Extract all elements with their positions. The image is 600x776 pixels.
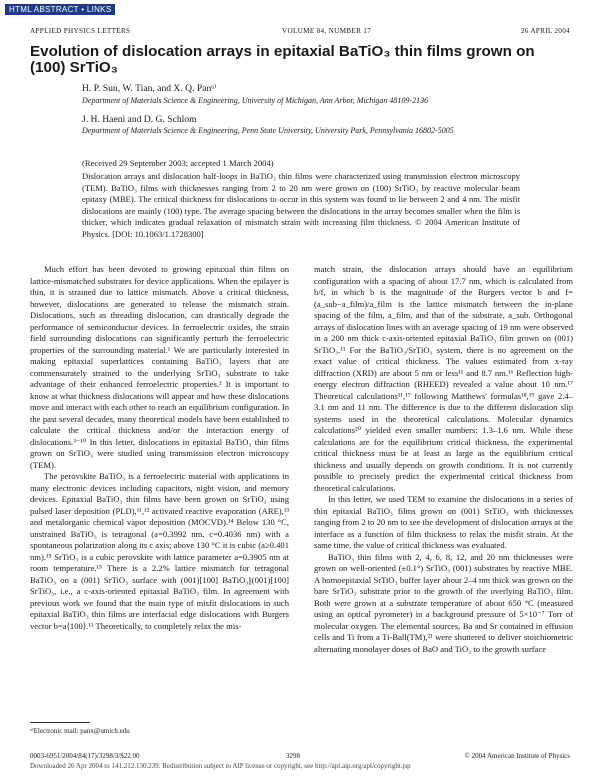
paragraph: The perovskite BaTiO₃ is a ferroelectric material with applications in many electronic devices including capacitors, night vision, and memory devices. Epitaxial BaTiO₃ thin films have been grown on SrTiO₃ using pulsed laser deposition (PLD),¹¹,¹² activated reactive evaporation (ARE),¹³ and metalorganic chemical vapor deposition (MOCVD).¹⁴ Below 130 °C, unstrained BaTiO₃ is tetragonal (a=0.3992 nm, c=0.4036 nm) with a spontaneous polarization along its c axis; above 130 °C it is cubic (a≥0.401 nm).¹⁵ SrTiO₃ is a cubic perovskite with lattice parameter a=0.3905 nm at room temperature.¹⁵ There is a 2.2% lattice mismatch for tetragonal BaTiO₃ on a (001) SrTiO₃ surface with (001)[100] BaTiO₃||(001)[100] SrTiO₃, i.e., a c-axis-oriented epitaxial BaTiO₃ film. In agreement with previous work we found that the main type of misfit dislocations in such epitaxial BaTiO₃ thin films are interfacial edge dislocations with Burgers vector b=a⟨100⟩.¹¹ Theoretically, to completely relax the mis- (30, 471, 289, 631)
download-notice: Downloaded 26 Apr 2004 to 141.212.130.239. Redistribution subject to AIP license or copyright, see http://apl.aip.org/apl/copyright.jsp (30, 762, 411, 770)
body-column-left (30, 264, 289, 724)
journal-name: APPLIED PHYSICS LETTERS (30, 27, 131, 35)
running-header (30, 27, 570, 37)
authors-group-2: J. H. Haeni and D. G. Schlom (82, 114, 197, 125)
page-footer (30, 752, 570, 761)
paragraph: In this letter, we used TEM to examine the dislocations in a series of thin epitaxial BaTiO₃ films grown on (001) SrTiO₃ with thicknesses ranging from 2 to 20 nm to see the development of dislocation arrays at the interface as a function of film thickness to relax the misfit strain. At the same time, the value of critical thickness was evaluated. (314, 494, 573, 550)
footnote-email: ᵃ⁾Electronic mail: panx@umich.edu (30, 727, 130, 735)
copyright: © 2004 American Institute of Physics (464, 752, 570, 760)
authors-group-1: H. P. Sun, W. Tian, and X. Q. Panᵃ⁾ (82, 83, 217, 94)
abstract: Dislocation arrays and dislocation half-loops in BaTiO₃ thin films were characterized using transmission electron microscopy (TEM). BaTiO₃ films with thicknesses ranging from 2 to 20 nm were grown on (100) SrTiO₃ by reactive molecular beam epitaxy (MBE). The critical thickness for dislocations to occur in this system was found to lie between 2 and 4 nm. The misfit dislocations are mainly (100) type. The average spacing between the dislocations in the array becomes smaller when the film is thicker, which indicates gradual relaxation of mismatch strain with increasing film thickness. © 2004 American Institute of Physics. [DOI: 10.1063/1.1728300] (82, 171, 520, 239)
affiliation-2: Department of Materials Science & Engineering, Penn State University, University Park, Pennsylvania 16802-5005 (82, 126, 454, 135)
page-number: 3298 (286, 752, 300, 760)
footnote-rule (30, 722, 90, 723)
body-column-right (314, 264, 573, 724)
affiliation-1: Department of Materials Science & Engineering, University of Michigan, Ann Arbor, Michigan 48109-2136 (82, 96, 429, 105)
doi-code: 0003-6951/2004/84(17)/3298/3/$22.00 (30, 752, 140, 760)
received-dates: (Received 29 September 2003; accepted 1 March 2004) (82, 158, 274, 168)
html-abstract-links-bar[interactable]: HTML ABSTRACT • LINKS (5, 4, 115, 15)
paragraph: Much effort has been devoted to growing epitaxial thin films on lattice-mismatched substrates for device applications. When the epilayer is thin, it is strained due to lattice mismatch. Above a critical thickness, however, dislocations are generated to release the mismatch strain. Dislocations, such as threading dislocation, can drastically degrade the performance of semiconductor devices. In ferroelectric oxides, the strain field surrounding dislocations can significantly perturb the ferroelectric properties of the surrounding material.¹ We are particularly interested in making epitaxial superlattices containing BaTiO₃ layers that are commensurately strained to the underlying SrTiO₃ substrate to take advantage of their enhanced ferroelectric properties.² It is important to know at what thickness dislocations will appear and how these dislocations move and interact with each other to reach an equilibrium configuration. In the past several decades, many theoretical models have been established to calculate the critical thickness and/or the interaction energy of dislocations.³⁻¹⁰ In this letter, dislocations in epitaxial BaTiO₃ thin films grown on SrTiO₃ were studied using transmission electron microscopy (TEM). (30, 264, 289, 470)
paper-title: Evolution of dislocation arrays in epitaxial BaTiO₃ thin films grown on (100) SrTiO₃ (30, 43, 535, 76)
paragraph: BaTiO₃ thin films with 2, 4, 6, 8, 12, and 20 nm thicknesses were grown on well-oriented (±0.1°) SrTiO₃ (001) substrates by reactive MBE. A homoepitaxial SrTiO₃ buffer layer about 2–4 nm thick was grown on the bare SrTiO₃ substrate prior to the growth of the overlying BaTiO₃ film. Both were grown at a substrate temperature of about 650 °C (measured using an optical pyrometer) in a background pressure of 5×10⁻⁷ Torr of molecular oxygen. The elemental sources, Ba and Sr contained in effusion cells and Ti from a Ti-Ball(TM),²¹ were shuttered to deliver stoichiometric alternating monolayer doses of BaO and TiO₂ to the growth surface (314, 551, 573, 654)
issue-date: 26 APRIL 2004 (520, 27, 570, 35)
paragraph: match strain, the dislocation arrays should have an equilibrium configuration with a spacing of about 17.7 nm, which is calculated from b/f, in which b is the magnitude of the Burgers vector b and f=(a_sub−a_film)/a_film is the lattice mismatch between the in-plane spacing of the film, a_film, and that of the substrate, a_sub. Orthogonal arrays of dislocation lines with an average spacing of 19 nm were observed in a 200 nm thick c-axis-oriented epitaxial BaTiO₃ film grown on (001) SrTiO₃.¹¹ For the BaTiO₃/SrTiO₃ system, there is no agreement on the exact value of critical thickness. The values estimated from x-ray diffraction (XRD) are about 5 nm or less¹¹ and 8.7 nm.¹⁶ Reflection high-energy electron diffraction (RHEED) revealed a value about 10 nm.¹⁷ Theoretical calculations¹¹,¹⁷ following Matthews' formulas¹⁸,¹⁹ gave 2.4–3.1 nm and 11 nm. The difference is due to the different dislocation slip systems used in the theoretical calculations. Molecular dynamics calculations²⁰ yielded even smaller numbers: 1.3–1.6 nm. While these calculations are for the equilibrium critical thickness, the experimental critical thickness must be at least as large as the equilibrium critical thickness and usually depends on growth conditions. It is not currently possible to precisely predict the experimental critical thickness from theoretical calculations. (314, 264, 573, 493)
volume-number: VOLUME 84, NUMBER 17 (282, 27, 372, 35)
